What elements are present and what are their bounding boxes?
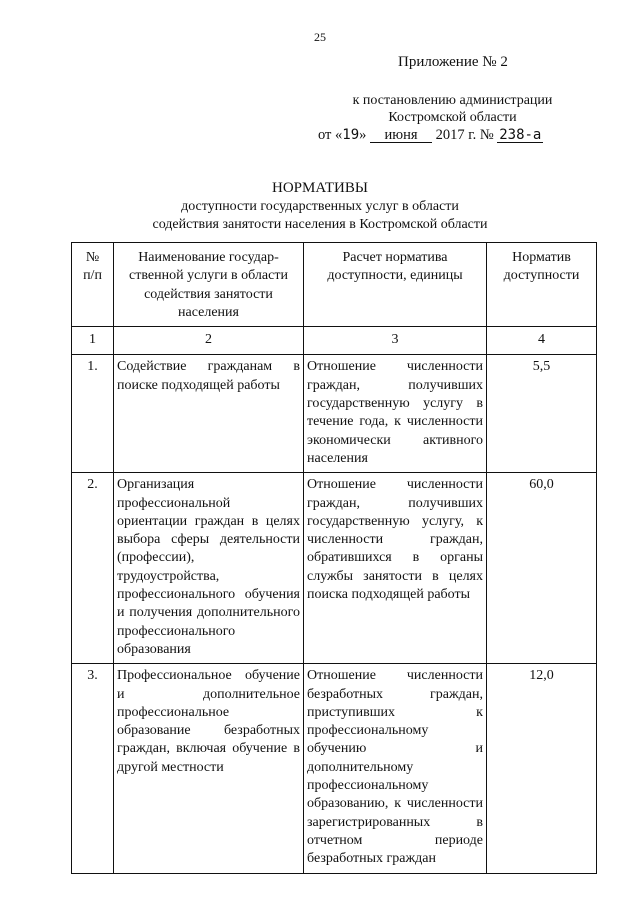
decree-line-1: к постановлению администрации	[352, 93, 553, 108]
date-day: 19	[342, 127, 360, 143]
service-name: Организация профессиональной ориентации граждан в целях выбора сферы деятельности (профессии), трудоустройства, профессионального обучения и получения дополнительного профессионального образования	[114, 473, 304, 664]
subtitle-line-1: доступности государственных услуг в области	[181, 199, 459, 214]
decree-reference	[330, 92, 575, 126]
column-number: 4	[487, 327, 597, 355]
service-name: Профессиональное обучение и дополнительное профессиональное образование безработных граждан, включая обучение в другой местности	[114, 664, 304, 873]
decree-number: 238-а	[499, 127, 542, 143]
norms-table	[71, 242, 597, 874]
appendix-label: Приложение № 2	[398, 54, 508, 70]
norm-value: 12,0	[487, 664, 597, 873]
table-header-row	[72, 243, 597, 327]
column-number-row	[72, 327, 597, 355]
subtitle-line-2: содействия занятости населения в Костромской области	[152, 217, 488, 232]
row-number: 1.	[72, 355, 114, 473]
header-value: Норматив доступности	[487, 243, 597, 327]
column-number: 3	[304, 327, 487, 355]
date-month-blank	[370, 128, 432, 143]
date-year-number: 2017 г. №	[435, 127, 494, 143]
calculation-method: Отношение численности безработных граждан, приступивших к профессиональному обучению и дополнительному профессиональному образованию, к численности зарегистрированных в отчетном периоде безработных граждан	[304, 664, 487, 873]
date-month: июня	[384, 127, 418, 143]
header-calculation: Расчет норматива доступности, единицы	[304, 243, 487, 327]
document-subtitle	[0, 198, 640, 234]
page-number: 25	[314, 30, 326, 44]
decree-line-2: Костромской области	[388, 110, 517, 125]
date-close: »	[359, 127, 367, 143]
norm-value: 60,0	[487, 473, 597, 664]
table-row	[72, 664, 597, 873]
table-row	[72, 473, 597, 664]
column-number: 2	[114, 327, 304, 355]
table-row	[72, 355, 597, 473]
norm-value: 5,5	[487, 355, 597, 473]
header-service: Наименование государ- ственной услуги в области содействия занятости населения	[114, 243, 304, 327]
document-title: НОРМАТИВЫ	[272, 180, 368, 196]
column-number: 1	[72, 327, 114, 355]
calculation-method: Отношение численности граждан, получивших государственную услугу, к численности граждан, обратившихся в органы службы занятости в целях поиска подходящей работы	[304, 473, 487, 664]
row-number: 3.	[72, 664, 114, 873]
calculation-method: Отношение численности граждан, получивших государственную услугу в течение года, к численности экономически активного населения	[304, 355, 487, 473]
row-number: 2.	[72, 473, 114, 664]
date-prefix: от «	[318, 127, 343, 143]
decree-date-line	[318, 127, 543, 144]
header-number: № п/п	[72, 243, 114, 327]
service-name: Содействие гражданам в поиске подходящей работы	[114, 355, 304, 473]
